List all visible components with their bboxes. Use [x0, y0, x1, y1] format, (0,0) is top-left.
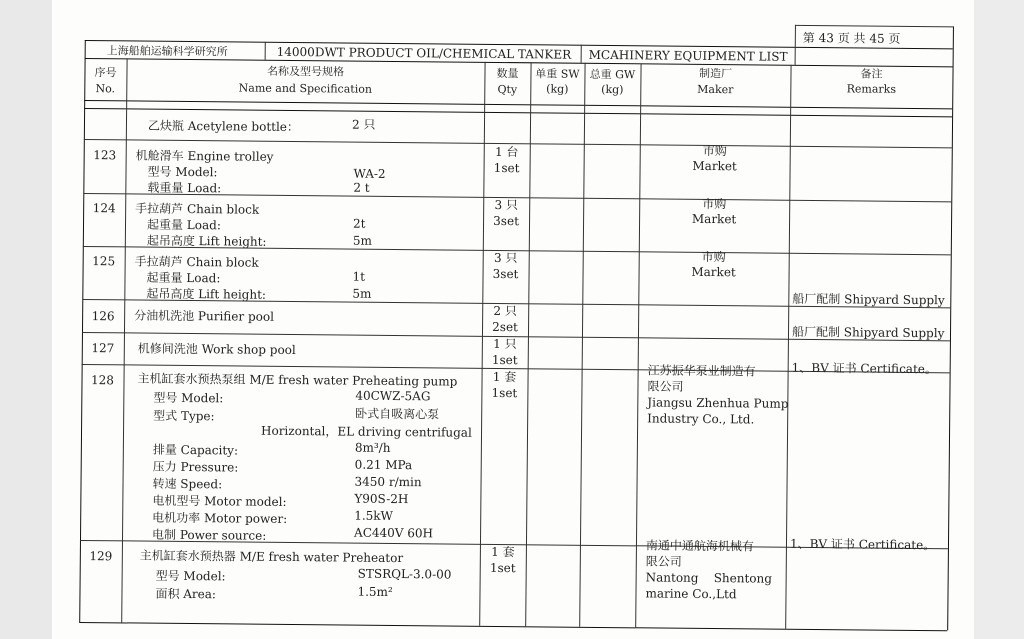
row-123-qty-en: 1set: [493, 160, 520, 176]
row-125-title: 手拉葫芦 Chain block: [134, 254, 259, 270]
col-name-en: Name and Specification: [238, 81, 373, 96]
row-124-title: 手拉葫芦 Chain block: [135, 201, 260, 217]
hdr-sep-3: [795, 25, 796, 65]
row-124-value-2: 5m: [352, 233, 372, 248]
row-125-label-2: 起吊高度 Lift height:: [146, 286, 267, 302]
row-128-value-5: 3450 r/min: [354, 474, 422, 490]
acetylene-name: 乙炔瓶 Acetylene bottle：: [147, 118, 300, 135]
row-129-maker-1: 南通中通航海机械有: [645, 538, 755, 554]
page-box-top: [795, 25, 953, 28]
row-128-label-3: 排量 Capacity:: [152, 442, 239, 458]
row-128-value-6: Y90S-2H: [354, 491, 409, 507]
row-129-no: 129: [89, 549, 113, 564]
row-124-no: 124: [92, 201, 116, 216]
acetylene-value: 2 只: [351, 117, 376, 132]
row-123-value-2: 2 t: [353, 180, 370, 195]
page-number: 第 43 页 共 45 页: [802, 30, 901, 46]
col-maker-en: Maker: [697, 82, 734, 97]
row-124-qty-cn: 3 只: [494, 197, 519, 213]
row-129-maker-4: marine Co.,Ltd: [645, 586, 737, 602]
row-127-no: 127: [91, 341, 115, 356]
row-128-no: 128: [91, 373, 115, 388]
col-qty-en: Qty: [497, 82, 518, 97]
row-127-qty-en: 1set: [491, 352, 518, 368]
row-125-qty-cn: 3 只: [493, 250, 518, 266]
row-129-value-1: STSRQL-3.0-00: [357, 566, 452, 582]
row-126-remark: 船厂配制 Shipyard Supply: [791, 324, 945, 341]
row-128-value-1: 40CWZ-5AG: [355, 388, 431, 404]
row-128-value-2: 卧式自吸离心泵: [355, 406, 440, 422]
row-129-qty-cn: 1 套: [491, 544, 515, 560]
col-sw-en: (kg): [546, 82, 569, 96]
row-128-value-2b: Horizontal，EL driving centrifugal: [260, 423, 472, 440]
row-123-maker-en: Market: [692, 158, 737, 174]
body-top-line: [84, 108, 952, 117]
row-128-label-4: 压力 Pressure:: [152, 459, 239, 475]
equipment-list-sheet: [79, 18, 955, 631]
row-126-no: 126: [91, 309, 115, 324]
row-129-label-1: 型号 Model:: [155, 568, 226, 584]
row-128-title: 主机缸套水预热泵组 M/E fresh water Preheating pump: [137, 371, 458, 389]
row-129-maker-2: 限公司: [645, 554, 682, 569]
list-title: MCAHINERY EQUIPMENT LIST: [588, 47, 788, 64]
row-128-value-3: 8m³/h: [354, 440, 391, 455]
row-123-value-1: WA-2: [353, 166, 386, 181]
row-125-remark: 船厂配制 Shipyard Supply: [792, 291, 945, 308]
hdr-sep-2: [581, 45, 582, 63]
col-name-cn: 名称及型号规格: [266, 64, 345, 79]
row-129-qty-en: 1set: [489, 560, 516, 576]
row-125-no: 125: [92, 254, 116, 269]
row-128-label-8: 电制 Power source:: [151, 527, 267, 543]
col-no-en: No.: [95, 82, 116, 96]
row-123-title: 机舱滑车 Engine trolley: [135, 148, 274, 164]
row-128-value-7: 1.5kW: [354, 508, 394, 523]
row-128-remark: 1、BV 证书 Certificate。: [791, 360, 937, 377]
row-129-label-2: 面积 Area:: [155, 586, 217, 602]
col-remarks-cn: 备注: [860, 67, 883, 81]
row-128-label-5: 转速 Speed:: [152, 476, 223, 492]
right-margin: [974, 0, 1024, 639]
row-124-value-1: 2t: [352, 216, 366, 231]
row-128-value-8: AC440V 60H: [354, 525, 434, 541]
institute-name: 上海船舶运输科学研究所: [106, 44, 228, 59]
col-gw-en: (kg): [601, 82, 624, 97]
row-124-qty-en: 3set: [493, 213, 519, 229]
row-128-label-2: 型式 Type:: [153, 408, 215, 424]
row-123-qty-cn: 1 台: [494, 144, 519, 160]
row-123-label-2: 载重量 Load:: [147, 180, 222, 196]
row-126-qty-cn: 2 只: [493, 303, 517, 319]
col-qty-cn: 数量: [496, 66, 519, 81]
row-128-maker-1: 江苏振华泵业制造有: [647, 363, 756, 379]
row-128-maker-3: Jiangsu Zhenhua Pump: [647, 395, 789, 411]
row-125-qty-en: 3set: [492, 266, 519, 282]
col-sep-sw: [579, 63, 585, 627]
row-125-maker-cn: 市购: [701, 249, 726, 265]
row-128-label-1: 型号 Model:: [153, 390, 224, 406]
row-128-label-6: 电机型号 Motor model:: [152, 493, 287, 509]
row-126-title: 分油机洗池 Purifier pool: [134, 308, 275, 324]
row-125-value-2: 5m: [352, 286, 372, 301]
col-sw-cn: 单重 SW: [535, 67, 580, 81]
row-127-qty-cn: 1 只: [493, 336, 517, 352]
row-129-value-2: 1.5m²: [357, 584, 393, 599]
row-128-qty-en: 1set: [491, 385, 518, 401]
row-128-qty-cn: 1 套: [492, 369, 517, 385]
row-129-title: 主机缸套水预热器 M/E fresh water Preheator: [139, 548, 404, 566]
row-124-label-2: 起吊高度 Lift height:: [146, 233, 267, 249]
row-125-maker-en: Market: [691, 264, 736, 280]
row-129-remark: 1、BV 证书 Certificate。: [789, 536, 936, 553]
row-128-value-4: 0.21 MPa: [354, 457, 413, 473]
row-124-maker-en: Market: [691, 211, 737, 227]
col-no-cn: 序号: [94, 66, 117, 80]
row-123-label-1: 型号 Model:: [147, 164, 218, 180]
row-123-maker-cn: 市购: [702, 143, 727, 159]
row-128-maker-4: Industry Co., Ltd.: [647, 411, 755, 427]
col-remarks-en: Remarks: [846, 82, 897, 96]
hdr-sep-1: [265, 42, 266, 60]
row-124-maker-cn: 市购: [702, 196, 727, 212]
ship-name: 14000DWT PRODUCT OIL/CHEMICAL TANKER: [276, 44, 572, 62]
header-bottom-line: [84, 100, 952, 109]
row-124-label-1: 起重量 Load:: [146, 217, 221, 233]
row-128-maker-2: 限公司: [647, 379, 684, 394]
row-123-no: 123: [93, 148, 117, 163]
col-gw-cn: 总重 GW: [589, 67, 636, 82]
row-125-value-1: 1t: [352, 269, 366, 284]
row-127-title: 机修间洗池 Work shop pool: [137, 341, 296, 358]
row-128-label-7: 电机功率 Motor power:: [152, 510, 288, 526]
row-125-label-1: 起重量 Load:: [146, 270, 221, 286]
col-maker-cn: 制造厂: [698, 66, 733, 81]
row-129-maker-3: Nantong Shentong: [645, 570, 773, 586]
row-126-qty-en: 2set: [492, 319, 518, 335]
